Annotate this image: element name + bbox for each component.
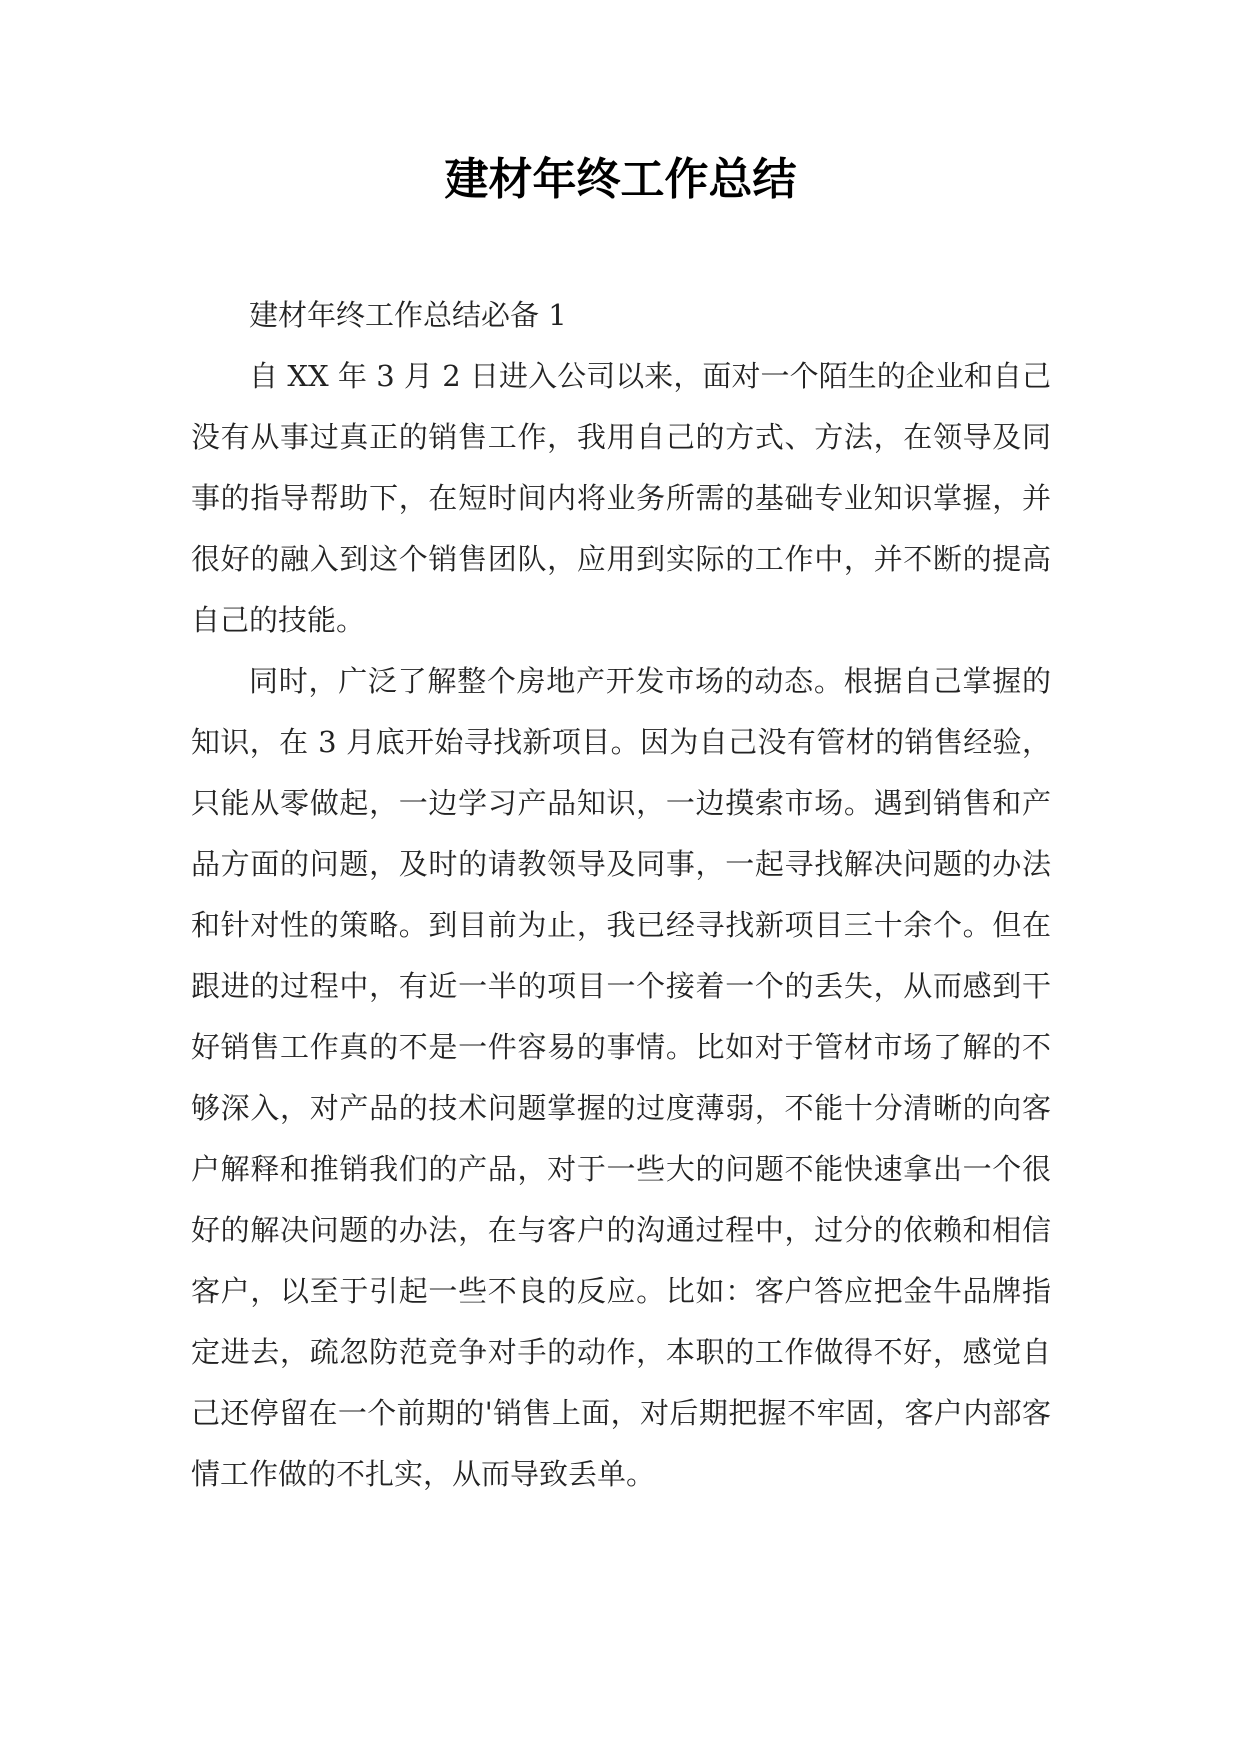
document-title: 建材年终工作总结: [444, 154, 797, 205]
paragraph-2: 同时，广泛了解整个房地产开发市场的动态。根据自己掌握的知识，在 3 月底开始寻找新项目。因为自己没有管材的销售经验，只能从零做起，一边学习产品知识，一边摸索市场。遇到销售和产品方面的问题，及时的请教领导及同事，一起寻找解决问题的办法和针对性的策略。到目前为止，我已经寻找新项目三十余个。但在跟进的过程中，有近一半的项目一个接着一个的丢失，从而感到干好销售工作真的不是一件容易的事情。比如对于管材市场了解的不够深入，对产品的技术问题掌握的过度薄弱，不能十分清晰的向客户解释和推销我们的产品，对于一些大的问题不能快速拿出一个很好的解决问题的办法，在与客户的沟通过程中，过分的依赖和相信客户，以至于引起一些不良的反应。比如：客户答应把金牛品牌指定进去，疏忽防范竞争对手的动作，本职的工作做得不好，感觉自己还停留在一个前期的'销售上面，对后期把握不牢固，客户内部客情工作做的不扎实，从而导致丢单。: [191, 664, 1051, 1491]
document-body: [191, 285, 1051, 1505]
paragraph-1: 自 XX 年 3 月 2 日进入公司以来，面对一个陌生的企业和自己没有从事过真正的销售工作，我用自己的方式、方法，在领导及同事的指导帮助下，在短时间内将业务所需的基础专业知识掌握，并很好的融入到这个销售团队，应用到实际的工作中，并不断的提高自己的技能。: [191, 359, 1051, 637]
section-heading: 建材年终工作总结必备 1: [249, 298, 567, 332]
